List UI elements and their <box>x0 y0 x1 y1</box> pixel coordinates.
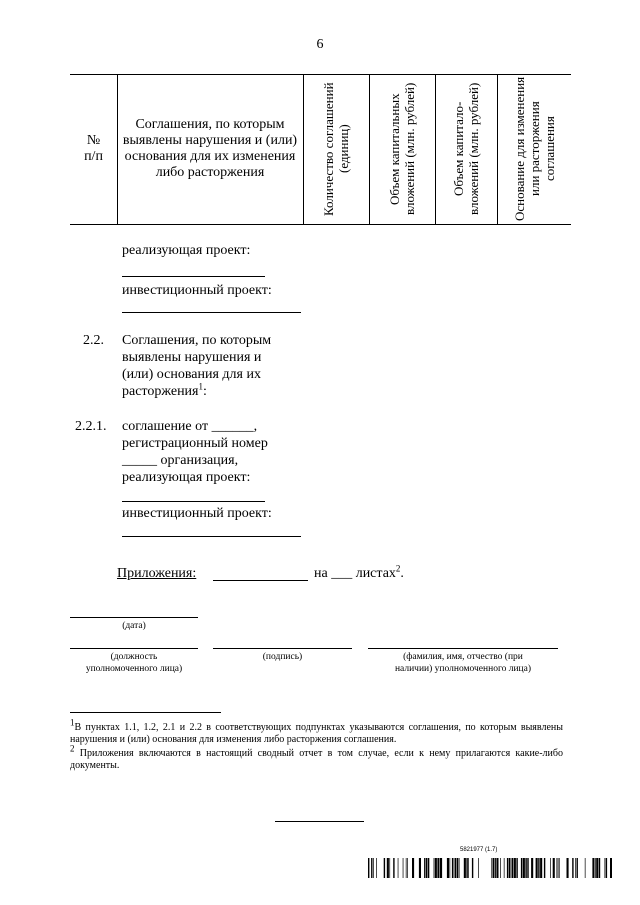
position-label: (должность <box>110 652 158 662</box>
barcode-bar <box>596 858 598 878</box>
attachments-label: Приложения: <box>117 566 197 581</box>
header-agreements <box>117 74 303 224</box>
item-text: реализующая проект: <box>122 470 251 485</box>
barcode-bar <box>491 858 492 878</box>
item-text: регистрационный номер <box>122 436 268 451</box>
barcode-bar <box>478 858 479 878</box>
barcode-bar <box>468 858 469 878</box>
barcode-caption: 5821977 (1.7) <box>460 847 498 853</box>
footnote-ref: 2 <box>395 563 401 574</box>
header-agreements-text: Соглашения, по которым выявлены нарушения и (или) основания для их изменения либо расторжения <box>122 117 298 180</box>
item-text-colon: : <box>203 384 207 399</box>
item-text: _____ организация, <box>122 453 239 468</box>
barcode-bar <box>540 858 542 878</box>
blank-line <box>122 276 265 277</box>
barcode-bar <box>466 858 467 878</box>
footnote-1 <box>70 717 563 746</box>
barcode-bar <box>389 858 390 878</box>
date-line <box>70 617 198 618</box>
header-num <box>70 74 117 224</box>
barcode-bar <box>558 858 559 878</box>
blank-line <box>122 536 301 537</box>
barcode-bar <box>572 858 573 878</box>
barcode-bar <box>424 858 425 878</box>
barcode-bar <box>419 858 421 878</box>
barcode-bar <box>435 858 437 878</box>
barcode-bar <box>610 858 612 878</box>
barcode-bar <box>387 858 389 878</box>
blank-line <box>122 501 265 502</box>
attachments-line <box>117 566 196 582</box>
item-number: 2.2.1. <box>75 419 107 434</box>
header-capital-text: Объем капитальных вложений (млн. рублей) <box>387 82 417 216</box>
barcode-bar <box>440 858 442 878</box>
footnote-ref: 1 <box>198 381 203 392</box>
header-basis-text: Основание для изменения или расторжения соглашения <box>511 76 557 222</box>
barcode-bar <box>531 858 533 878</box>
barcode-bar <box>525 858 526 878</box>
barcode-bar <box>455 858 456 878</box>
barcode-bar <box>393 858 394 878</box>
implementing-project-label: реализующая проект: <box>122 243 251 258</box>
barcode-bar <box>516 858 517 878</box>
barcode-bar <box>538 858 539 878</box>
barcode-bar <box>606 858 607 878</box>
barcode-bar <box>493 858 494 878</box>
investment-project-label: инвестиционный проект: <box>122 506 272 521</box>
attachments-middle: на ___ листах <box>314 566 396 581</box>
footnote-separator <box>70 712 221 713</box>
barcode-bar <box>575 858 576 878</box>
attachments-count <box>314 563 404 582</box>
barcode-bar <box>511 858 512 878</box>
footnote-mark: 1 <box>70 717 75 728</box>
barcode-bar <box>521 858 522 878</box>
table-header-bottom-border <box>70 224 571 225</box>
barcode-bar <box>459 858 460 878</box>
item-number: 2.2. <box>83 333 104 348</box>
barcode-bar <box>500 858 501 878</box>
barcode-bar <box>577 858 578 878</box>
barcode-bar <box>544 858 545 878</box>
barcode-bar <box>368 858 369 878</box>
position-label: уполномоченного лица) <box>85 664 183 674</box>
header-count <box>303 74 369 224</box>
barcode-bar <box>447 858 449 878</box>
barcode-bar <box>454 858 455 878</box>
barcode-bar <box>512 858 513 878</box>
barcode-bar <box>605 858 606 878</box>
barcode-bar <box>384 858 385 878</box>
blank-line <box>213 580 308 581</box>
page-number: 6 <box>316 37 324 52</box>
barcode-bar <box>398 858 399 878</box>
barcode-bar <box>464 858 466 878</box>
barcode-bar <box>428 858 429 878</box>
barcode-bar <box>514 858 516 878</box>
header-capital2 <box>435 74 497 224</box>
attachments-end: . <box>400 566 404 581</box>
barcode-bar <box>599 858 600 878</box>
barcode-bar <box>527 858 528 878</box>
name-label: (фамилия, имя, отчество (при <box>403 652 523 662</box>
item-text-part: расторжения <box>122 384 199 399</box>
position-line <box>70 648 198 649</box>
barcode-bar <box>567 858 569 878</box>
item-text: Соглашения, по которым <box>122 333 272 348</box>
investment-project-label: инвестиционный проект: <box>122 283 272 298</box>
footnote-text: Приложения включаются в настоящий сводный отчет в том случае, если к нему прилагаются какие-либо документы. <box>70 748 563 771</box>
header-capital <box>369 74 435 224</box>
barcode-bar <box>406 858 407 878</box>
item-text <box>122 381 207 400</box>
barcode-bar <box>536 858 538 878</box>
header-num-text: № п/п <box>84 133 103 164</box>
header-basis <box>497 74 571 224</box>
footnote-text: В пунктах 1.1, 1.2, 2.1 и 2.2 в соответствующих подпунктах указываются соглашения, по которым выявлены нарушения и (или) основания для изменения либо расторжения соглашения. <box>70 722 563 745</box>
barcode <box>368 858 612 878</box>
barcode-bar <box>550 858 551 878</box>
barcode-bar <box>495 858 496 878</box>
barcode-bar <box>523 858 525 878</box>
barcode-bar <box>373 858 374 878</box>
barcode-bar <box>504 858 505 878</box>
signature-line <box>213 648 352 649</box>
footnote-mark: 2 <box>70 743 75 754</box>
header-capital2-text: Объем капитало-вложений (млн. рублей) <box>451 82 481 216</box>
barcode-bar <box>434 858 435 878</box>
barcode-bar <box>412 858 414 878</box>
item-text: соглашение от ______, <box>122 419 258 434</box>
barcode-bar <box>371 858 372 878</box>
barcode-bar <box>557 858 558 878</box>
barcode-bar <box>592 858 594 878</box>
barcode-bar <box>509 858 510 878</box>
date-label: (дата) <box>122 621 146 631</box>
end-line <box>275 821 364 822</box>
item-text: выявлены нарушения и <box>122 350 262 365</box>
barcode-bar <box>403 858 404 878</box>
barcode-bar <box>426 858 427 878</box>
name-line <box>368 648 558 649</box>
barcode-bar <box>472 858 473 878</box>
barcode-bar <box>585 858 586 878</box>
blank-line <box>122 312 301 313</box>
header-count-text: Количество соглашений (единиц) <box>321 82 351 216</box>
barcode-bar <box>507 858 508 878</box>
barcode-bar <box>496 858 498 878</box>
barcode-bar <box>437 858 439 878</box>
barcode-bar <box>559 858 560 878</box>
name-label: наличии) уполномоченного лица) <box>394 664 532 674</box>
barcode-bar <box>452 858 453 878</box>
signature-label: (подпись) <box>262 652 303 662</box>
barcode-bar <box>553 858 555 878</box>
barcode-bar <box>595 858 596 878</box>
barcode-bar <box>407 858 408 878</box>
item-text: (или) основания для их <box>122 367 261 382</box>
barcode-bar <box>376 858 377 878</box>
barcode-bar <box>450 858 451 878</box>
barcode-bar <box>457 858 458 878</box>
footnote-2 <box>70 743 563 772</box>
